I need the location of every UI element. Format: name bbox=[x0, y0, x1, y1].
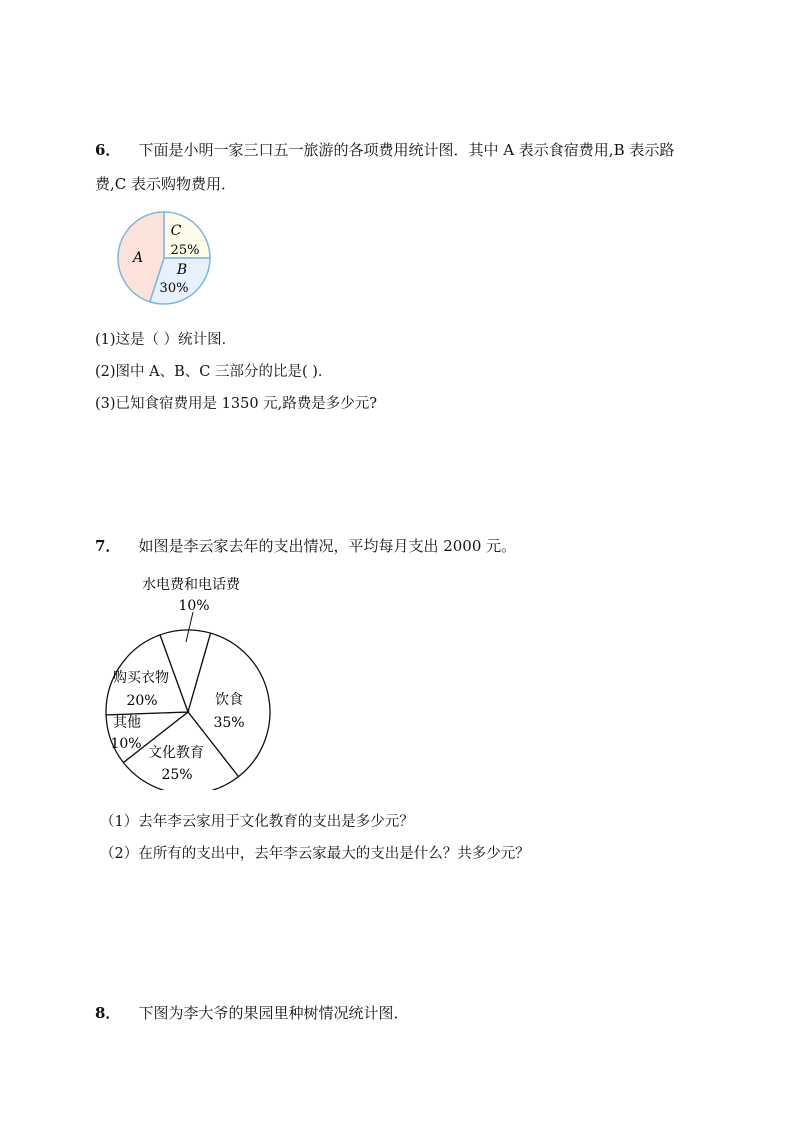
q6-label-b: B bbox=[176, 262, 188, 278]
q6-sub1: (1)这是（ ）统计图． bbox=[95, 332, 237, 348]
q6-label-a: A bbox=[132, 250, 144, 266]
q6-label-b-percent: 30% bbox=[159, 281, 189, 296]
q6-line1 bbox=[95, 140, 674, 160]
q7-label-clothes: 购买衣物 bbox=[113, 670, 169, 686]
q8-line bbox=[95, 1003, 408, 1023]
q6-number: 6． bbox=[95, 141, 121, 159]
q7-pie-chart bbox=[95, 570, 285, 790]
q8-number: 8． bbox=[95, 1004, 121, 1022]
q7-label-education: 文化教育 bbox=[148, 745, 204, 761]
q6-text-line2: 费,C 表示购物费用． bbox=[95, 175, 237, 193]
q7-label-education-percent: 25% bbox=[161, 767, 193, 783]
q7-label-food: 饮食 bbox=[215, 692, 243, 708]
q6-sub3: (3)已知食宿费用是 1350 元,路费是多少元? bbox=[95, 396, 378, 412]
q6-pie-chart bbox=[112, 206, 216, 310]
q7-label-utilities-percent: 10% bbox=[178, 598, 210, 614]
q7-label-utilities: 水电费和电话费 bbox=[142, 577, 240, 593]
q6-sub2: (2)图中 A、B、C 三部分的比是( )． bbox=[95, 364, 333, 380]
q7-sub1: （1）去年李云家用于文化教育的支出是多少元？ bbox=[100, 814, 414, 830]
q7-label-food-percent: 35% bbox=[213, 715, 245, 731]
q7-label-clothes-percent: 20% bbox=[126, 693, 158, 709]
q6-label-c-percent: 25% bbox=[170, 243, 200, 258]
q6-text-line1: 下面是小明一家三口五一旅游的各项费用统计图．其中 A 表示食宿费用,B 表示路 bbox=[138, 141, 675, 159]
q7-number: 7． bbox=[95, 537, 121, 555]
q7-label-other: 其他 bbox=[113, 715, 141, 731]
q7-sub2: （2）在所有的支出中，去年李云家最大的支出是什么？共多少元？ bbox=[100, 846, 530, 862]
q7-line bbox=[95, 536, 516, 556]
q7-text: 如图是李云家去年的支出情况，平均每月支出 2000 元。 bbox=[138, 537, 517, 555]
q7-label-other-percent: 10% bbox=[110, 736, 142, 752]
q6-label-c: C bbox=[170, 223, 182, 239]
q8-text: 下图为李大爷的果园里种树情况统计图． bbox=[138, 1004, 409, 1022]
